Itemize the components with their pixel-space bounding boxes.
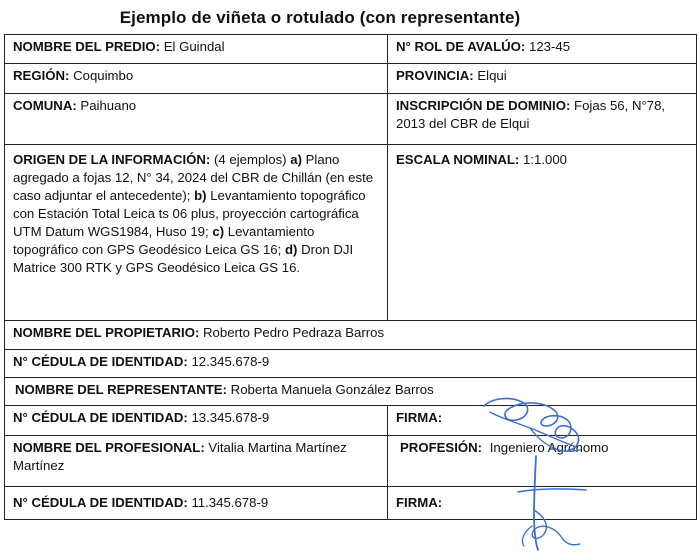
cell-cedula-propietario [5,350,697,378]
cell-escala [388,145,697,321]
origen-item-d-letter: d) [284,242,298,257]
propietario-value: Roberto Pedro Pedraza Barros [203,325,385,340]
row-predio [5,35,697,64]
cell-nombre-predio [5,35,388,64]
profesional-label: NOMBRE DEL PROFESIONAL: [13,440,205,455]
row-origen [5,145,697,321]
inscripcion-label: INSCRIPCIÓN DE DOMINIO: [396,98,571,113]
cell-profesion [388,436,697,487]
vineta-table [4,34,697,520]
origen-item-b-text: Levantamiento topográfico con Estación Total Leica ts 06 plus, proyección cartográfica UTM Datum WGS1984, Huso 19; [13,188,366,239]
origen-intro: (4 ejemplos) [214,152,287,167]
cedula-representante-label: N° CÉDULA DE IDENTIDAD: [13,410,188,425]
firma-profesional-label: FIRMA: [396,495,443,510]
cell-firma-profesional [388,487,697,520]
comuna-label: COMUNA: [13,98,77,113]
row-cedula-profesional [5,487,697,520]
cell-cedula-representante [5,406,388,436]
origen-item-c-letter: c) [212,224,225,239]
cell-rol-avaluo [388,35,697,64]
cell-representante [5,378,697,406]
row-propietario [5,321,697,350]
cedula-profesional-value: 11.345.678-9 [191,495,269,510]
region-value: Coquimbo [73,68,134,83]
comuna-value: Paihuano [80,98,137,113]
rol-avaluo-label: N° ROL DE AVALÚO: [396,39,526,54]
propietario-label: NOMBRE DEL PROPIETARIO: [13,325,200,340]
provincia-label: PROVINCIA: [396,68,474,83]
row-representante [5,378,697,406]
row-profesional [5,436,697,487]
profesion-value: Ingeniero Agrónomo [489,440,609,455]
page-title: Ejemplo de viñeta o rotulado (con representante) [119,8,521,27]
representante-label: NOMBRE DEL REPRESENTANTE: [15,382,227,397]
row-cedula-propietario [5,350,697,378]
cell-propietario [5,321,697,350]
escala-value: 1:1.000 [523,152,567,167]
region-label: REGIÓN: [13,68,70,83]
row-region [5,64,697,94]
origen-item-c-text: Levantamiento topográfico con GPS Geodésico Leica GS 16; [13,224,315,257]
representante-value: Roberta Manuela González Barros [230,382,434,397]
firma-representante-label: FIRMA: [396,410,443,425]
cell-firma-representante [388,406,697,436]
row-cedula-representante [5,406,697,436]
nombre-predio-value: El Guindal [163,39,225,54]
inscripcion-value: Fojas 56, N°78, 2013 del CBR de Elqui [396,98,666,131]
origen-item-d-text: Dron DJI Matrice 300 RTK y GPS Geodésico Leica GS 16. [13,242,354,275]
provincia-value: Elqui [477,68,507,83]
profesion-label: PROFESIÓN: [400,440,483,455]
origen-item-a-letter: a) [290,152,302,167]
row-comuna [5,94,697,145]
cell-provincia [388,64,697,94]
cedula-propietario-value: 12.345.678-9 [191,354,270,369]
cedula-representante-value: 13.345.678-9 [191,410,270,425]
cell-origen [5,145,388,321]
rol-avaluo-value: 123-45 [529,39,571,54]
cedula-propietario-label: N° CÉDULA DE IDENTIDAD: [13,354,188,369]
cell-inscripcion [388,94,697,145]
nombre-predio-label: NOMBRE DEL PREDIO: [13,39,161,54]
escala-label: ESCALA NOMINAL: [396,152,520,167]
cell-profesional [5,436,388,487]
cedula-profesional-label: N° CÉDULA DE IDENTIDAD: [13,495,188,510]
profesional-value: Vitalia Martina Martínez Martínez [13,440,347,473]
cell-cedula-profesional [5,487,388,520]
cell-region [5,64,388,94]
origen-label: ORIGEN DE LA INFORMACIÓN: [13,152,211,167]
origen-item-b-letter: b) [194,188,207,203]
origen-item-a-text: Plano agregado a fojas 12, N° 34, 2024 del CBR de Chillán (en este caso adjuntar el antecedente); [13,152,374,203]
cell-comuna [5,94,388,145]
